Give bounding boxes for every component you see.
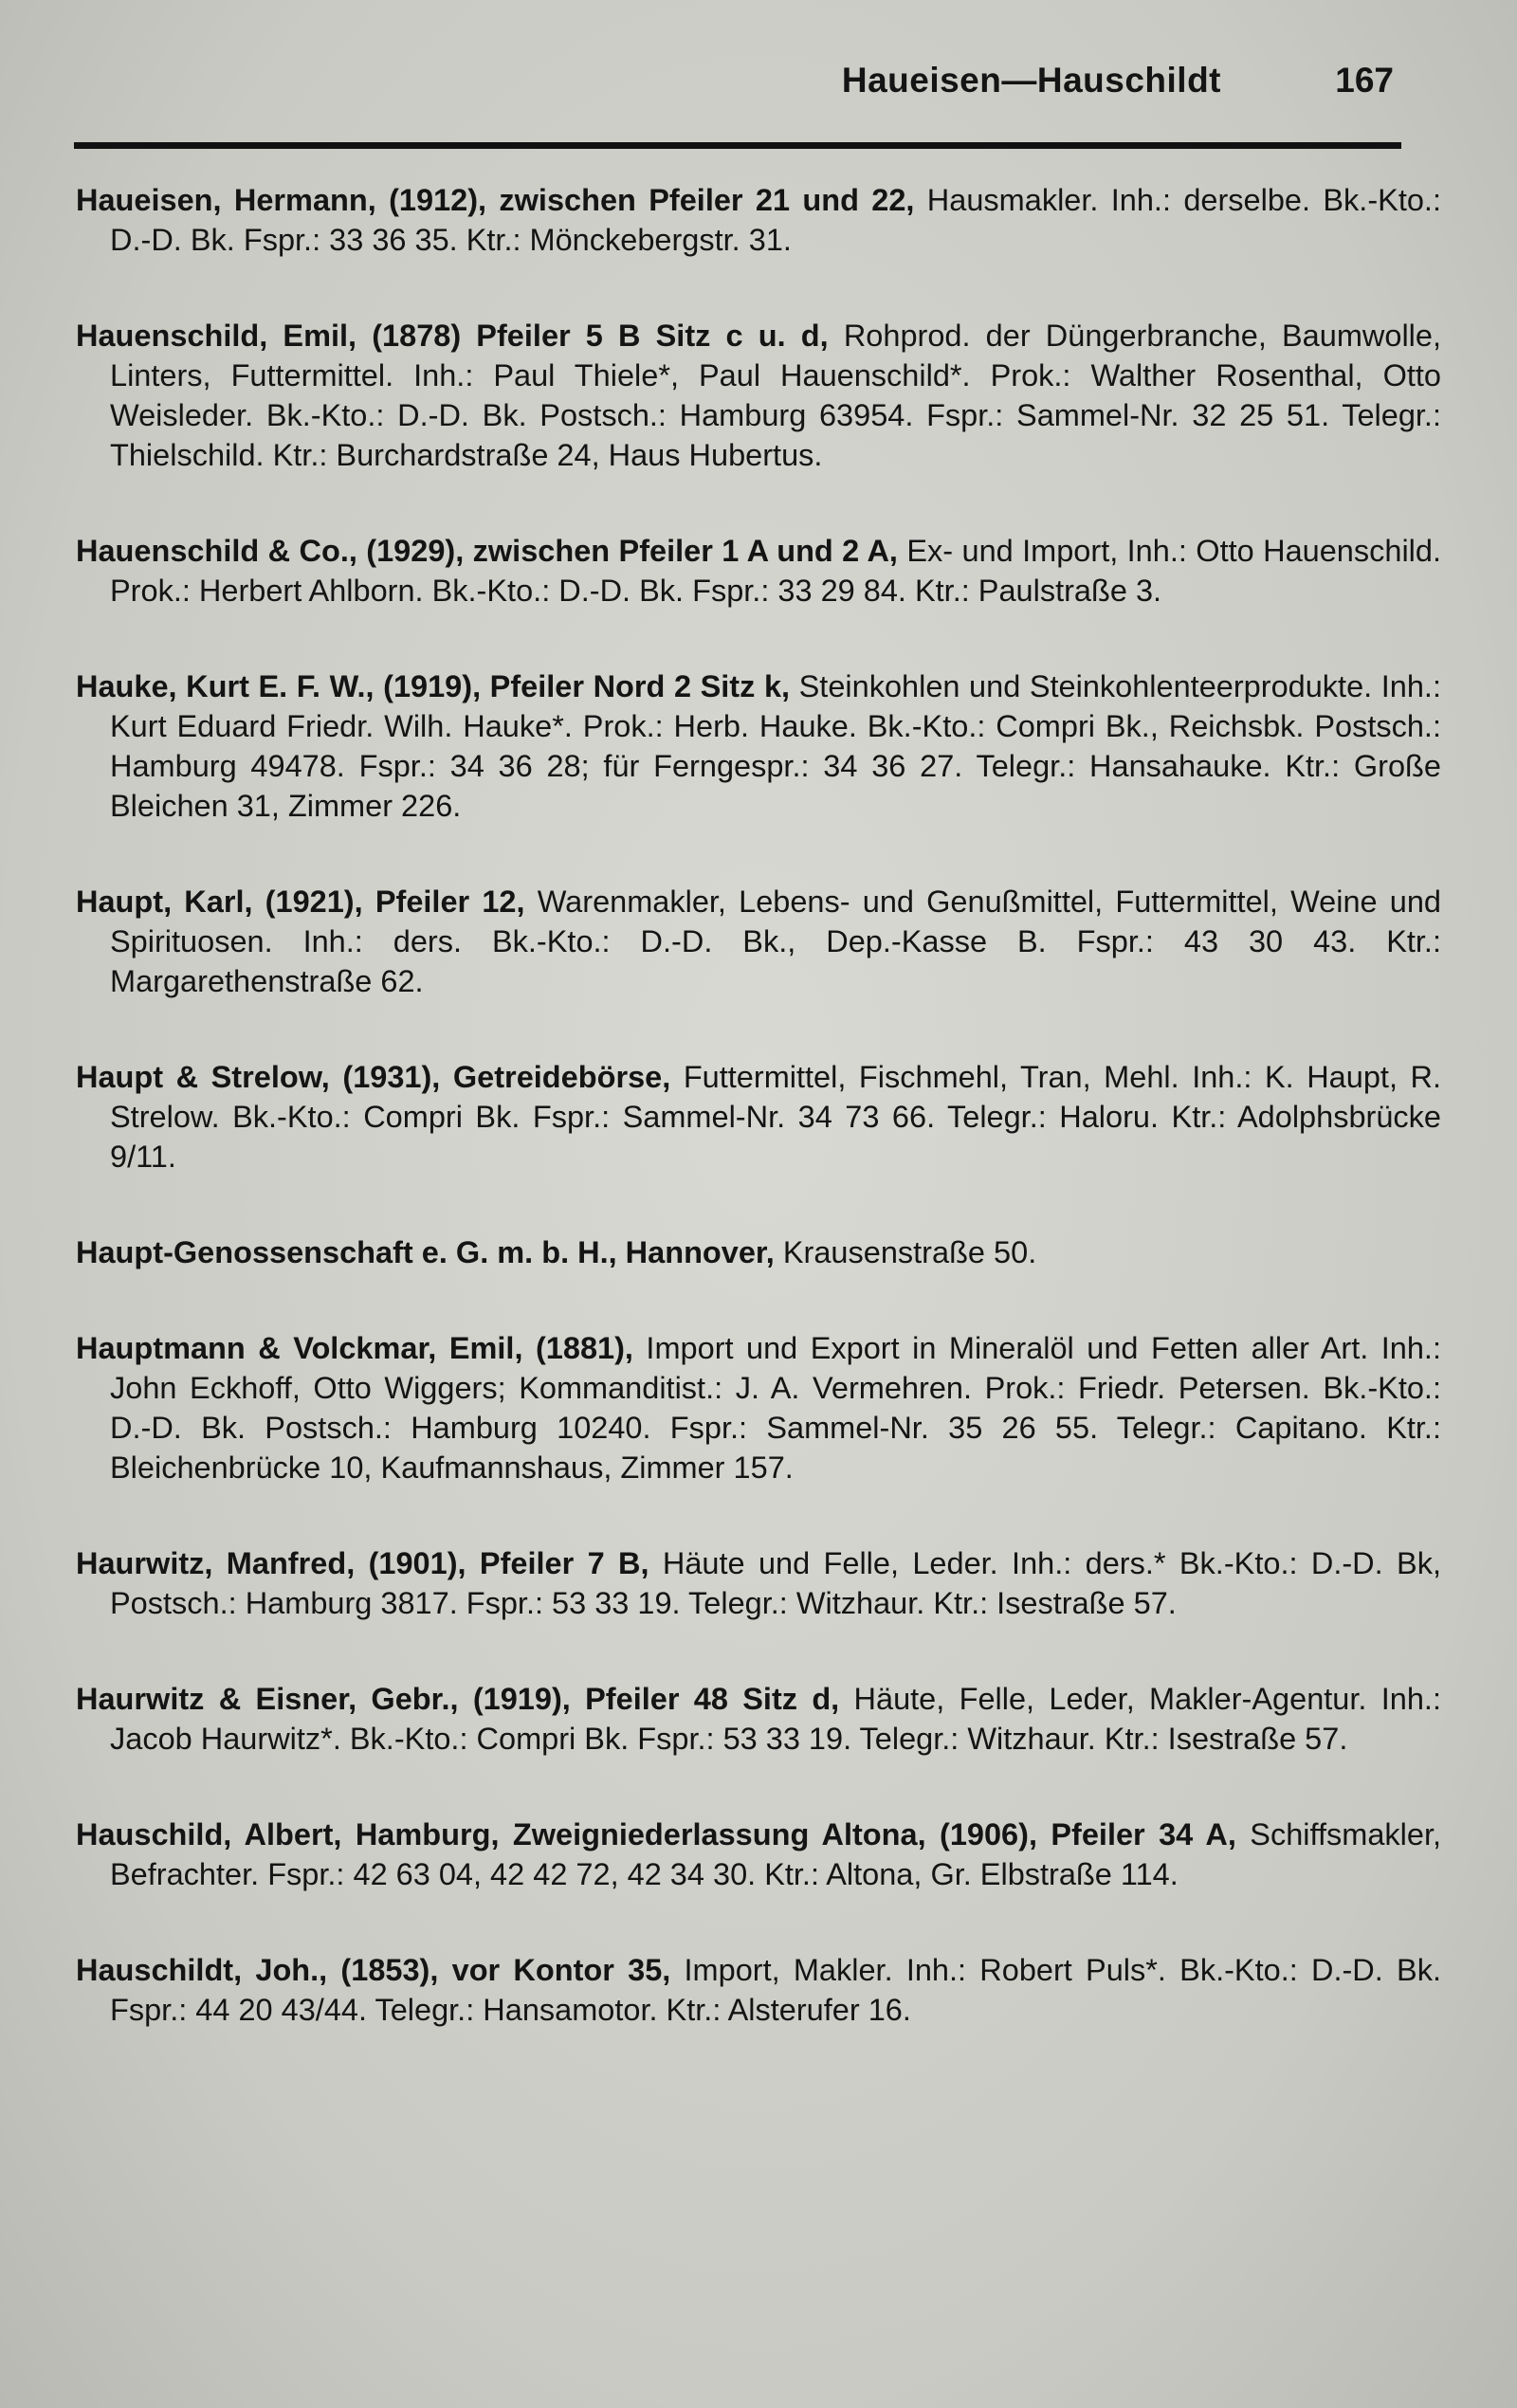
entry-details: Hausmakler. Inh.: derselbe. Bk.-Kto.: D.-D. Bk. Fspr.: 33 36 35. Ktr.: Mönckebergstr. 31.: [110, 183, 1441, 257]
entry-name: Hauenschild, Emil, (1878) Pfeiler 5 B Sitz c u. d,: [76, 319, 829, 353]
directory-entry: [76, 1815, 1441, 1894]
directory-entry: [76, 180, 1441, 260]
entry-name: Hauptmann & Volckmar, Emil, (1881),: [76, 1331, 633, 1365]
entry-name: Hauschild, Albert, Hamburg, Zweigniederlassung Altona, (1906), Pfeiler 34 A,: [76, 1817, 1236, 1852]
entry-details: Rohprod. der Düngerbranche, Baumwolle, Linters, Futtermittel. Inh.: Paul Thiele*, Paul Hauenschild*. Prok.: Walther Rosenthal, Otto Weisleder. Bk.-Kto.: D.-D. Bk. Postsch.: Hamburg 63954. Fspr.: Sammel-Nr. 32 25 51. Telegr.: Thielschild. Ktr.: Burchardstraße 24, Haus Hubertus.: [110, 319, 1441, 472]
entry-name: Haupt-Genossenschaft e. G. m. b. H., Hannover,: [76, 1235, 775, 1269]
directory-entry: [76, 531, 1441, 611]
page-number: 167: [1335, 61, 1394, 100]
directory-entry: [76, 1543, 1441, 1623]
entry-details: Futtermittel, Fischmehl, Tran, Mehl. Inh.: K. Haupt, R. Strelow. Bk.-Kto.: Compri Bk. Fspr.: Sammel-Nr. 34 73 66. Telegr.: Haloru. Ktr.: Adolphsbrücke 9/11.: [110, 1060, 1442, 1174]
entry-details: Häute und Felle, Leder. Inh.: ders.* Bk.-Kto.: D.-D. Bk, Postsch.: Hamburg 3817. Fspr.: 53 33 19. Telegr.: Witzhaur. Ktr.: Isestraße 57.: [110, 1546, 1441, 1620]
directory-entry: [76, 1057, 1441, 1177]
entry-details: Import und Export in Mineralöl und Fetten aller Art. Inh.: John Eckhoff, Otto Wiggers; Kommanditist.: J. A. Vermehren. Prok.: Friedr. Petersen. Bk.-Kto.: D.-D. Bk. Postsch.: Hamburg 10240. Fspr.: Sammel-Nr. 35 26 55. Telegr.: Capitano. Ktr.: Bleichenbrücke 10, Kaufmannshaus, Zimmer 157.: [110, 1331, 1441, 1485]
entry-name: Hauenschild & Co., (1929), zwischen Pfeiler 1 A und 2 A,: [76, 534, 898, 568]
header-rule: [74, 142, 1401, 149]
entry-details: Warenmakler, Lebens- und Genußmittel, Futtermittel, Weine und Spirituosen. Inh.: ders. Bk.-Kto.: D.-D. Bk., Dep.-Kasse B. Fspr.: 43 30 43. Ktr.: Margarethenstraße 62.: [110, 885, 1441, 998]
entry-details: Schiffsmakler, Befrachter. Fspr.: 42 63 04, 42 42 72, 42 34 30. Ktr.: Altona, Gr. Elbstraße 114.: [110, 1817, 1441, 1891]
directory-entry: [76, 316, 1441, 475]
entry-details: Import, Makler. Inh.: Robert Puls*. Bk.-Kto.: D.-D. Bk. Fspr.: 44 20 43/44. Telegr.: Hansamotor. Ktr.: Alsterufer 16.: [110, 1953, 1441, 2027]
entry-details: Ex- und Import, Inh.: Otto Hauenschild. Prok.: Herbert Ahlborn. Bk.-Kto.: D.-D. Bk. Fspr.: 33 29 84. Ktr.: Paulstraße 3.: [110, 534, 1441, 608]
directory-entry: [76, 882, 1441, 1001]
entry-name: Haurwitz, Manfred, (1901), Pfeiler 7 B,: [76, 1546, 649, 1580]
entry-name: Hauke, Kurt E. F. W., (1919), Pfeiler Nord 2 Sitz k,: [76, 669, 791, 703]
entry-list: [76, 180, 1441, 2086]
page-header: [74, 55, 1401, 112]
entry-details: Krausenstraße 50.: [774, 1235, 1037, 1269]
directory-entry: [76, 1232, 1441, 1272]
running-head: Haueisen—Hauschildt: [841, 61, 1221, 100]
entry-name: Hauschildt, Joh., (1853), vor Kontor 35,: [76, 1953, 671, 1987]
entry-name: Haupt & Strelow, (1931), Getreidebörse,: [76, 1060, 671, 1094]
entry-name: Haurwitz & Eisner, Gebr., (1919), Pfeiler 48 Sitz d,: [76, 1682, 840, 1716]
directory-entry: [76, 1679, 1441, 1759]
directory-entry: [76, 1950, 1441, 2030]
directory-entry: [76, 1328, 1441, 1487]
directory-entry: [76, 666, 1441, 826]
entry-details: Häute, Felle, Leder, Makler-Agentur. Inh.: Jacob Haurwitz*. Bk.-Kto.: Compri Bk. Fspr.: 53 33 19. Telegr.: Witzhaur. Ktr.: Isestraße 57.: [110, 1682, 1441, 1756]
entry-details: Steinkohlen und Steinkohlenteerprodukte. Inh.: Kurt Eduard Friedr. Wilh. Hauke*. Prok.: Herb. Hauke. Bk.-Kto.: Compri Bk., Reichsbk. Postsch.: Hamburg 49478. Fspr.: 34 36 28; für Ferngespr.: 34 36 27. Telegr.: Hansahauke. Ktr.: Große Bleichen 31, Zimmer 226.: [110, 669, 1441, 823]
entry-name: Haupt, Karl, (1921), Pfeiler 12,: [76, 885, 525, 919]
entry-name: Haueisen, Hermann, (1912), zwischen Pfeiler 21 und 22,: [76, 183, 915, 217]
